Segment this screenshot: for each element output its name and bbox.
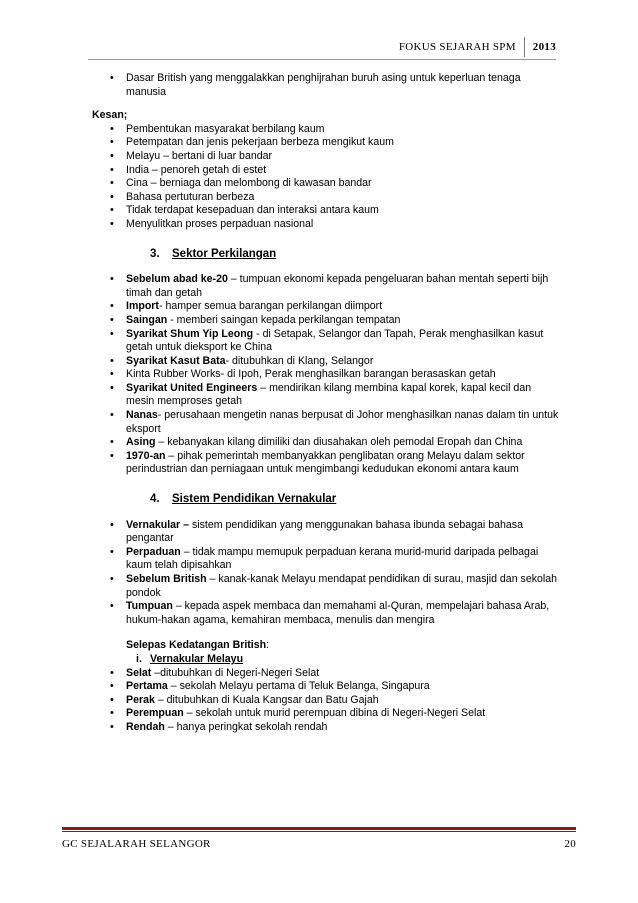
list-item: • Cina – berniaga dan melombong di kawasan bandar xyxy=(92,177,560,191)
list-item: • Bahasa pertuturan berbeza xyxy=(92,191,560,205)
list-item: • Pertama – sekolah Melayu pertama di Teluk Belanga, Singapura xyxy=(92,680,560,694)
list-item: • India – penoreh getah di estet xyxy=(92,164,560,178)
list-item: • Nanas- perusahaan mengetin nanas berpusat di Johor menghasilkan nanas dalam tin untuk eksport xyxy=(92,409,560,436)
page-number: 20 xyxy=(564,838,576,850)
list-item: • Vernakular – sistem pendidikan yang menggunakan bahasa ibunda sebagai bahasa pengantar xyxy=(92,519,560,546)
kesan-label: Kesan; xyxy=(92,109,128,122)
page-header xyxy=(399,36,556,58)
list-item: • Syarikat Shum Yip Leong - di Setapak, Selangor dan Tapah, Perak menghasilkan kasut getah untuk dieksport ke China xyxy=(92,328,560,355)
list-item: • Import- hamper semua barangan perkilangan diimport xyxy=(92,300,560,314)
list-item: • Kinta Rubber Works- di Ipoh, Perak menghasilkan barangan berasaskan getah xyxy=(92,368,560,382)
section-heading-3: 3. Sektor Perkilangan xyxy=(150,247,277,260)
kesan-list xyxy=(92,123,560,232)
sub-heading: Selepas Kedatangan British: xyxy=(126,639,270,652)
list-item: • Menyulitkan proses perpaduan nasional xyxy=(92,218,560,232)
intro-list xyxy=(92,72,560,99)
sub-section-list xyxy=(92,667,560,735)
page-content xyxy=(92,72,560,735)
list-item: • Syarikat Kasut Bata- ditubuhkan di Klang, Selangor xyxy=(92,355,560,369)
footer-label: GC SEJALARAH SELANGOR xyxy=(62,838,211,850)
footer-rule-thin xyxy=(62,831,576,832)
header-year: 2013 xyxy=(532,41,556,53)
list-item: • Tidak terdapat kesepaduan dan interaksi antara kaum xyxy=(92,204,560,218)
header-rule xyxy=(88,59,556,60)
list-item: • Selat –ditubuhkan di Negeri-Negeri Selat xyxy=(92,667,560,681)
list-item: • Perempuan – sekolah untuk murid perempuan dibina di Negeri-Negeri Selat xyxy=(92,707,560,721)
list-item: • Dasar British yang menggalakkan penghijrahan buruh asing untuk keperluan tenaga manusia xyxy=(92,72,560,99)
header-title: FOKUS SEJARAH SPM xyxy=(398,41,516,53)
list-item: • Sebelum British – kanak-kanak Melayu mendapat pendidikan di surau, masjid dan sekolah pondok xyxy=(92,573,560,600)
list-item: • Perpaduan – tidak mampu memupuk perpaduan kerana murid-murid daripada pelbagai kaum telah dipisahkan xyxy=(92,546,560,573)
section-heading-4: 4. Sistem Pendidikan Vernakular xyxy=(150,493,337,506)
section4-list xyxy=(92,519,560,628)
list-item: • Perak – ditubuhkan di Kuala Kangsar dan Batu Gajah xyxy=(92,694,560,708)
list-item: • Saingan - memberi saingan kepada perkilangan tempatan xyxy=(92,314,560,328)
section3-list xyxy=(92,273,560,477)
footer-rule-thick xyxy=(62,827,576,830)
list-item: • Melayu – bertani di luar bandar xyxy=(92,150,560,164)
list-item: • Tumpuan – kepada aspek membaca dan memahami al-Quran, mempelajari bahasa Arab, hukum-hakan agama, kemahiran membaca, menulis dan mengira xyxy=(92,600,560,627)
page-footer xyxy=(62,838,576,850)
sub-section-title: i. Vernakular Melayu xyxy=(136,652,244,665)
list-item: • Petempatan dan jenis pekerjaan berbeza mengikut kaum xyxy=(92,136,560,150)
list-item: • Syarikat United Engineers – mendirikan kilang membina kapal korek, kapal kecil dan mesin memproses getah xyxy=(92,382,560,409)
list-item: • Rendah – hanya peringkat sekolah rendah xyxy=(92,721,560,735)
list-item: • 1970-an – pihak pemerintah membanyakkan penglibatan orang Melayu dalam sektor perindustrian dan perniagaan untuk mengimbangi kedudukan ekonomi antara kaum xyxy=(92,450,560,477)
list-item: • Sebelum abad ke-20 – tumpuan ekonomi kepada pengeluaran bahan mentah seperti bijh timah dan getah xyxy=(92,273,560,300)
list-item: • Pembentukan masyarakat berbilang kaum xyxy=(92,123,560,137)
list-item: • Asing – kebanyakan kilang dimiliki dan diusahakan oleh pemodal Eropah dan China xyxy=(92,436,560,450)
